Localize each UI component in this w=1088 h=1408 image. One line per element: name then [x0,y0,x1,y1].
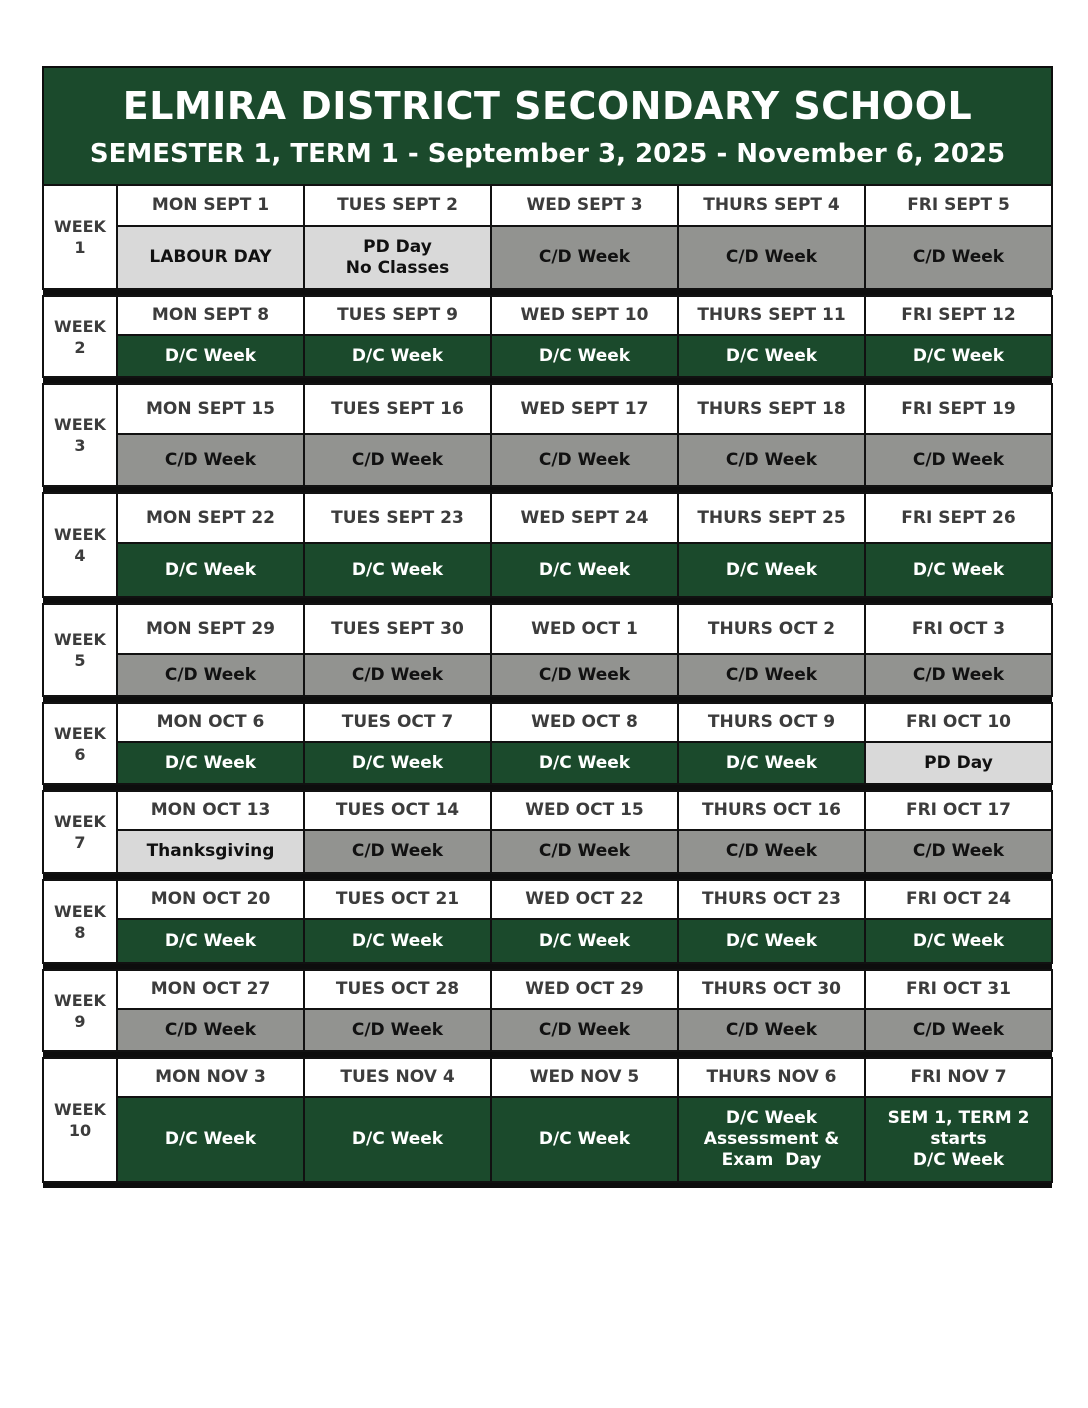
schedule-cell-text: Thanksgiving [146,841,275,861]
day-header: THURS OCT 2 [678,604,865,654]
day-header: MON OCT 27 [117,970,304,1009]
day-header: TUES OCT 14 [304,791,491,830]
calendar-header [42,66,1053,184]
day-header: FRI NOV 7 [865,1058,1052,1097]
week-separator [43,784,1052,791]
schedule-cell-text: D/C Week [538,345,631,366]
week-separator-bar [43,873,1052,880]
schedule-cell [117,335,304,377]
week-label-text: WEEK [54,812,106,831]
schedule-cell-text: D/C Week [351,1129,444,1149]
schedule-cell-text: LABOUR DAY [149,247,272,267]
schedule-cell-text: Exam Day [721,1150,822,1170]
schedule-cell [491,226,678,289]
schedule-cell [678,1009,865,1051]
schedule-cell-text: D/C Week [164,345,257,366]
schedule-cell [117,742,304,784]
schedule-cell-text: D/C Week [351,752,444,773]
week-schedule-row [43,1097,1052,1182]
schedule-cell [117,919,304,963]
schedule-cell-text: C/D Week [725,841,818,861]
week-schedule-row [43,742,1052,784]
week-number: 5 [74,651,86,670]
week-schedule-row [43,543,1052,597]
schedule-cell-text: C/D Week [912,841,1005,861]
week-label-text: WEEK [54,990,106,1010]
school-title: ELMIRA DISTRICT SECONDARY SCHOOL [122,84,973,128]
week-label [43,493,117,597]
week-day-row [43,1058,1052,1097]
schedule-cell-text: D/C Week [725,752,818,773]
week-day-row [43,384,1052,434]
week-separator-bar [43,1051,1052,1058]
schedule-cell-text: starts [930,1129,987,1149]
schedule-cell-text: C/D Week [912,1019,1005,1040]
week-schedule-row [43,830,1052,873]
schedule-cell [304,543,491,597]
week-day-row [43,791,1052,830]
week-separator [43,1182,1052,1188]
week-label [43,384,117,486]
schedule-cell-text: C/D Week [351,1019,444,1040]
week-separator-bar [43,1182,1052,1188]
week-day-row [43,880,1052,919]
week-day-row [43,604,1052,654]
day-header: WED OCT 1 [491,604,678,654]
day-header: FRI OCT 10 [865,703,1052,742]
schedule-cell [678,742,865,784]
schedule-cell-text: D/C Week [725,559,818,580]
week-separator [43,696,1052,703]
day-header: THURS SEPT 4 [678,185,865,226]
week-schedule-row [43,654,1052,696]
day-header: MON SEPT 29 [117,604,304,654]
week-day-row [43,493,1052,543]
week-number: 6 [74,744,86,764]
week-day-row [43,296,1052,335]
schedule-cell [491,434,678,486]
schedule-cell [304,335,491,377]
schedule-cell [117,543,304,597]
schedule-cell-text: D/C Week [725,345,818,366]
schedule-cell-text: D/C Week [164,930,257,951]
schedule-cell [304,1009,491,1051]
week-number: 3 [74,436,86,455]
week-label-text: WEEK [54,525,106,544]
day-header: WED SEPT 10 [491,296,678,335]
schedule-cell [491,1097,678,1182]
schedule-cell [678,226,865,289]
schedule-cell-text: D/C Week [538,559,631,580]
schedule-cell [304,830,491,873]
schedule-cell-text: D/C Week [538,1129,631,1149]
day-header: TUES OCT 7 [304,703,491,742]
week-label [43,703,117,784]
schedule-cell [304,1097,491,1182]
day-header: FRI OCT 31 [865,970,1052,1009]
schedule-cell [117,1009,304,1051]
day-header: THURS SEPT 25 [678,493,865,543]
week-label [43,296,117,377]
day-header: MON SEPT 22 [117,493,304,543]
schedule-cell-text: Assessment & [703,1129,840,1149]
day-header: WED OCT 15 [491,791,678,830]
schedule-cell-text: C/D Week [538,247,631,267]
schedule-cell-text: C/D Week [351,841,444,861]
day-header: WED OCT 22 [491,880,678,919]
day-header: TUES NOV 4 [304,1058,491,1097]
week-separator-bar [43,486,1052,493]
day-header: MON OCT 13 [117,791,304,830]
schedule-cell-text: D/C Week [538,930,631,951]
day-header: MON OCT 6 [117,703,304,742]
schedule-cell [678,830,865,873]
week-number: 4 [74,546,86,565]
day-header: FRI OCT 24 [865,880,1052,919]
week-label [43,880,117,963]
day-header: THURS OCT 23 [678,880,865,919]
schedule-cell-text: PD Day [363,236,432,257]
day-header: TUES OCT 21 [304,880,491,919]
schedule-cell [865,434,1052,486]
schedule-cell-text: C/D Week [538,841,631,861]
schedule-cell [865,335,1052,377]
day-header: FRI SEPT 19 [865,384,1052,434]
day-header: TUES SEPT 16 [304,384,491,434]
day-header: TUES SEPT 9 [304,296,491,335]
day-header: MON NOV 3 [117,1058,304,1097]
week-schedule-row [43,226,1052,289]
schedule-cell-text: D/C Week [725,930,818,951]
schedule-cell [304,654,491,696]
week-label-text: WEEK [54,217,106,236]
week-label [43,185,117,289]
schedule-cell [865,543,1052,597]
week-day-row [43,703,1052,742]
schedule-cell-text: D/C Week [351,559,444,580]
schedule-cell [304,226,491,289]
week-separator-bar [43,963,1052,970]
schedule-cell-text: C/D Week [538,664,631,685]
day-header: THURS OCT 30 [678,970,865,1009]
day-header: THURS OCT 9 [678,703,865,742]
day-header: TUES OCT 28 [304,970,491,1009]
day-header: FRI SEPT 26 [865,493,1052,543]
day-header: WED NOV 5 [491,1058,678,1097]
schedule-cell-text: C/D Week [725,449,818,470]
week-label-text: WEEK [54,415,106,434]
day-header: THURS OCT 16 [678,791,865,830]
week-number: 9 [74,1011,86,1031]
schedule-cell-text: C/D Week [725,247,818,267]
week-separator-bar [43,696,1052,703]
week-label [43,604,117,696]
day-header: THURS SEPT 18 [678,384,865,434]
schedule-cell-text: C/D Week [351,449,444,470]
week-label-text: WEEK [54,901,106,921]
schedule-cell [491,919,678,963]
schedule-cell-text: D/C Week [164,559,257,580]
schedule-cell-text: C/D Week [725,1019,818,1040]
week-separator [43,377,1052,384]
day-header: WED SEPT 17 [491,384,678,434]
week-label [43,1058,117,1182]
schedule-cell [491,543,678,597]
calendar-sheet [42,66,1053,1188]
schedule-cell-text: D/C Week [912,1150,1005,1170]
week-number: 2 [74,337,86,357]
schedule-cell-text: D/C Week [164,752,257,773]
day-header: MON OCT 20 [117,880,304,919]
schedule-cell-text: C/D Week [912,449,1005,470]
schedule-cell-text: C/D Week [538,1019,631,1040]
week-separator-bar [43,597,1052,604]
week-label-text: WEEK [54,630,106,649]
week-schedule-row [43,335,1052,377]
week-separator [43,486,1052,493]
day-header: WED OCT 29 [491,970,678,1009]
week-separator [43,1051,1052,1058]
schedule-cell [117,226,304,289]
week-label [43,970,117,1051]
schedule-cell-text: PD Day [924,752,993,773]
week-number: 10 [68,1121,92,1140]
day-header: FRI SEPT 12 [865,296,1052,335]
week-day-row [43,185,1052,226]
term-calendar-table [42,184,1053,1188]
week-label-text: WEEK [54,316,106,336]
schedule-cell-text: C/D Week [164,449,257,470]
schedule-cell-text: D/C Week [538,752,631,773]
schedule-cell [678,1097,865,1182]
week-separator-bar [43,377,1052,384]
day-header: TUES SEPT 2 [304,185,491,226]
day-header: WED OCT 8 [491,703,678,742]
day-header: FRI SEPT 5 [865,185,1052,226]
day-header: MON SEPT 8 [117,296,304,335]
week-separator [43,597,1052,604]
schedule-cell [117,434,304,486]
week-number: 8 [74,922,86,942]
schedule-cell [304,919,491,963]
week-separator [43,289,1052,296]
week-schedule-row [43,1009,1052,1051]
schedule-cell [678,654,865,696]
schedule-cell [865,742,1052,784]
day-header: THURS SEPT 11 [678,296,865,335]
schedule-cell [865,830,1052,873]
schedule-cell [117,1097,304,1182]
schedule-cell-text: C/D Week [351,664,444,685]
day-header: MON SEPT 15 [117,384,304,434]
schedule-cell [304,742,491,784]
schedule-cell-text: C/D Week [912,664,1005,685]
schedule-cell-text: C/D Week [164,664,257,685]
schedule-cell [491,335,678,377]
schedule-cell-text: C/D Week [725,664,818,685]
week-label-text: WEEK [54,723,106,743]
schedule-cell [491,742,678,784]
schedule-cell [865,1097,1052,1182]
week-separator-bar [43,289,1052,296]
week-separator-bar [43,784,1052,791]
schedule-cell-text: D/C Week [351,345,444,366]
schedule-cell-text: C/D Week [912,247,1005,267]
week-label-text: WEEK [54,1100,106,1119]
schedule-cell [491,830,678,873]
day-header: MON SEPT 1 [117,185,304,226]
day-header: TUES SEPT 23 [304,493,491,543]
schedule-cell-text: C/D Week [164,1019,257,1040]
schedule-cell [304,434,491,486]
week-schedule-row [43,919,1052,963]
day-header: FRI OCT 17 [865,791,1052,830]
schedule-cell [865,654,1052,696]
week-separator [43,963,1052,970]
schedule-cell-text: SEM 1, TERM 2 [887,1108,1030,1128]
schedule-cell-text: D/C Week [912,345,1005,366]
day-header: TUES SEPT 30 [304,604,491,654]
schedule-cell [678,434,865,486]
schedule-cell [678,919,865,963]
schedule-cell [678,335,865,377]
week-label [43,791,117,873]
schedule-cell-text: C/D Week [538,449,631,470]
week-day-row [43,970,1052,1009]
schedule-cell-text: D/C Week [164,1129,257,1149]
schedule-cell [491,1009,678,1051]
calendar-body [43,185,1052,1188]
schedule-cell [117,830,304,873]
week-number: 1 [74,238,86,257]
schedule-cell-text: D/C Week [912,559,1005,580]
day-header: WED SEPT 3 [491,185,678,226]
schedule-cell-text: D/C Week [912,930,1005,951]
schedule-cell-text: D/C Week [725,1108,818,1128]
schedule-cell [678,543,865,597]
week-separator [43,873,1052,880]
schedule-cell [117,654,304,696]
schedule-cell-text: No Classes [345,257,450,278]
schedule-cell-text: D/C Week [351,930,444,951]
term-subtitle: SEMESTER 1, TERM 1 - September 3, 2025 - November 6, 2025 [89,139,1006,169]
day-header: FRI OCT 3 [865,604,1052,654]
schedule-cell [865,1009,1052,1051]
day-header: THURS NOV 6 [678,1058,865,1097]
day-header: WED SEPT 24 [491,493,678,543]
schedule-cell [491,654,678,696]
week-schedule-row [43,434,1052,486]
schedule-cell [865,226,1052,289]
week-number: 7 [74,833,86,852]
schedule-cell [865,919,1052,963]
